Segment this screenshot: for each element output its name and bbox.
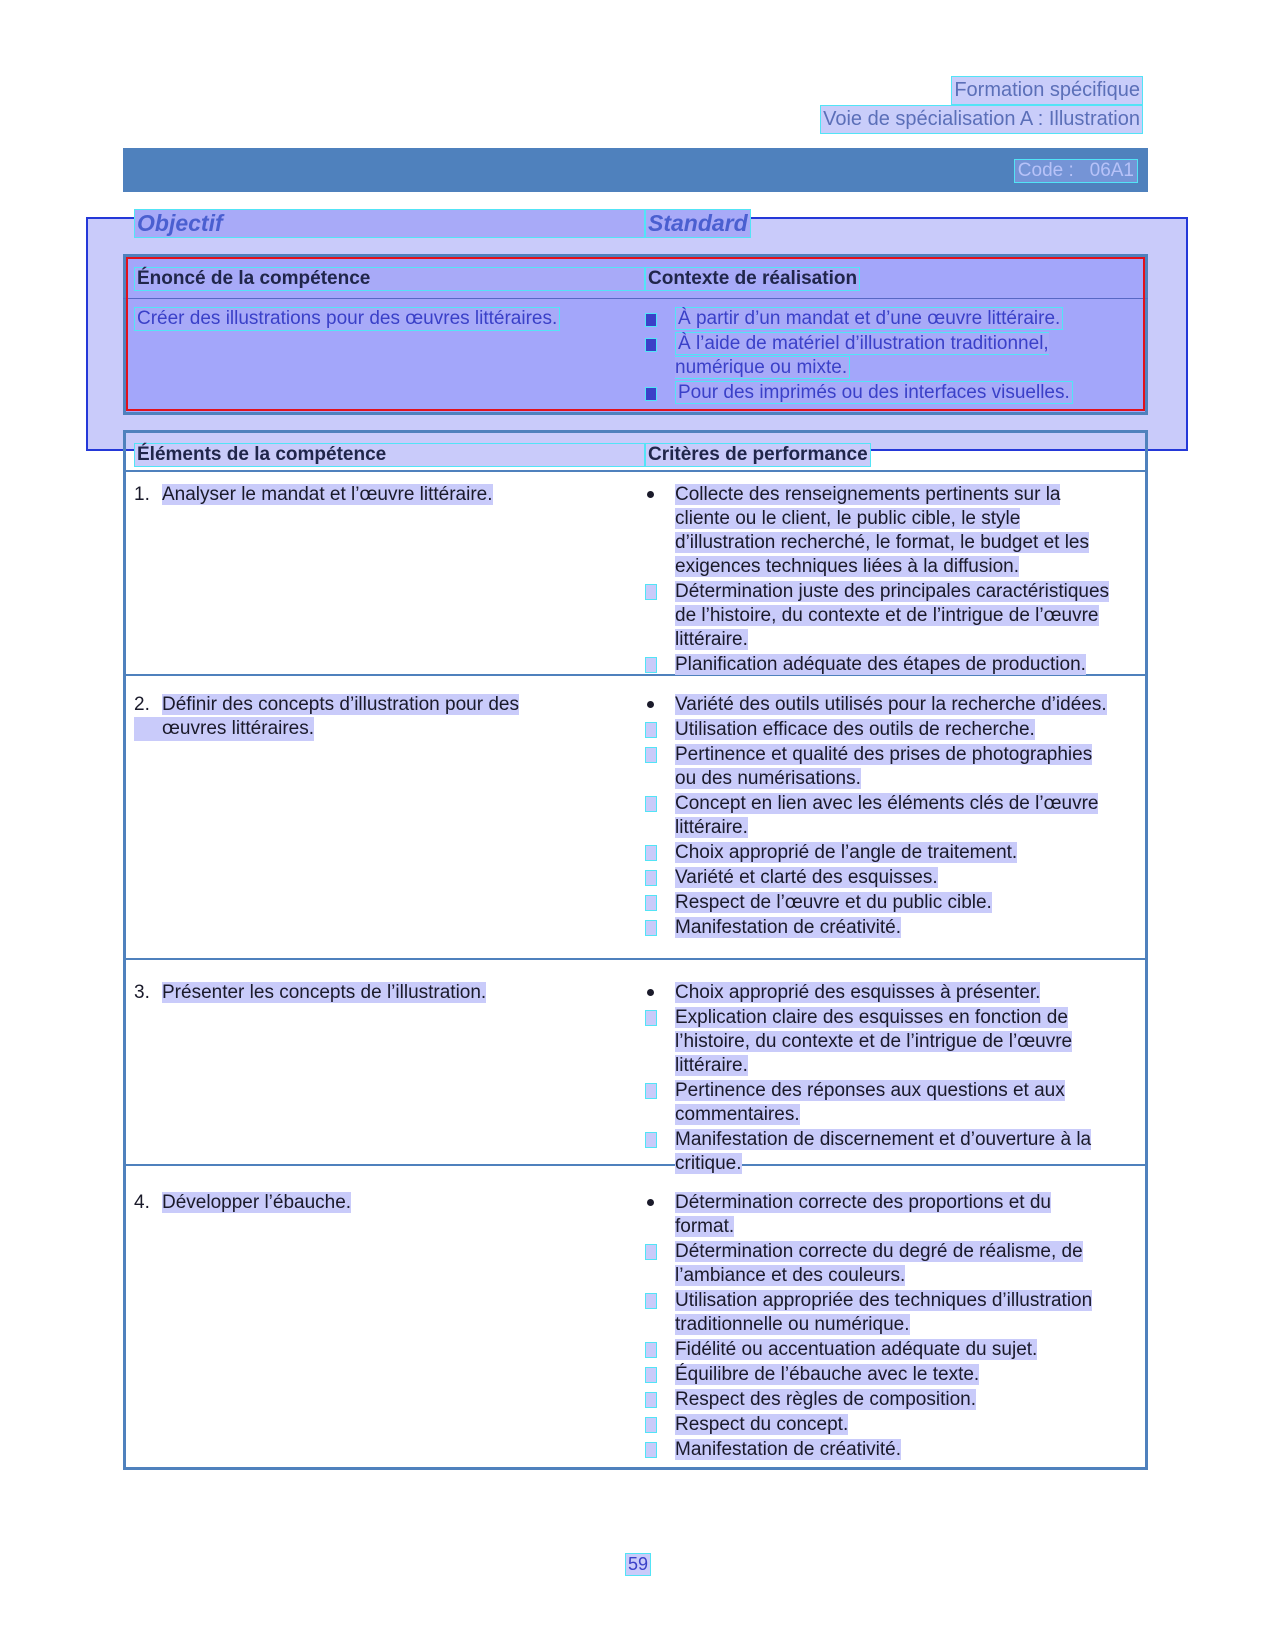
header-training-type: Formation spécifique bbox=[951, 76, 1143, 105]
list-item: Respect du concept. bbox=[645, 1413, 1115, 1437]
competency-code: Code : 06A1 bbox=[1014, 159, 1138, 183]
element-title: 3. Présenter les concepts de l’illustration. bbox=[134, 982, 487, 1003]
bullet-icon bbox=[645, 1342, 657, 1358]
list-item: Fidélité ou accentuation adéquate du sujet. bbox=[645, 1338, 1115, 1362]
bullet-icon bbox=[645, 1293, 657, 1309]
bullet-icon bbox=[645, 1083, 657, 1099]
bullet-icon bbox=[647, 1199, 654, 1206]
statement-column-heading: Énoncé de la compétence bbox=[134, 267, 645, 291]
code-bar bbox=[123, 148, 1148, 192]
header-specialization: Voie de spécialisation A : Illustration bbox=[820, 105, 1143, 134]
list-item: Utilisation efficace des outils de recherche. bbox=[645, 718, 1115, 742]
list-item: Explication claire des esquisses en fonction de l’histoire, du contexte et de l’intrigue de l’œuvre littéraire. bbox=[645, 1006, 1115, 1078]
bullet-icon bbox=[645, 796, 657, 812]
bullet-icon bbox=[645, 1442, 657, 1458]
list-item: Respect de l’œuvre et du public cible. bbox=[645, 891, 1115, 915]
objective-label: Objectif bbox=[134, 209, 645, 238]
list-item: Manifestation de créativité. bbox=[645, 916, 1115, 940]
criteria-list bbox=[645, 693, 1115, 941]
bullet-icon bbox=[645, 870, 657, 886]
bullet-icon bbox=[645, 747, 657, 763]
bullet-icon bbox=[645, 657, 657, 673]
list-item: Respect des règles de composition. bbox=[645, 1388, 1115, 1412]
criteria-list bbox=[645, 1191, 1115, 1463]
criteria-column-heading: Critères de performance bbox=[645, 443, 871, 467]
element-title: 4. Développer l’ébauche. bbox=[134, 1192, 352, 1213]
standard-label: Standard bbox=[645, 209, 751, 238]
competency-statement: Créer des illustrations pour des œuvres littéraires. bbox=[134, 307, 560, 331]
bullet-icon bbox=[645, 895, 657, 911]
element-title: 1. Analyser le mandat et l’œuvre littéraire. bbox=[134, 484, 493, 505]
criteria-list bbox=[645, 981, 1115, 1177]
bullet-icon bbox=[647, 491, 654, 498]
list-item: Pertinence et qualité des prises de photographies ou des numérisations. bbox=[645, 743, 1115, 791]
list-item: Choix approprié de l’angle de traitement. bbox=[645, 841, 1115, 865]
list-item: Variété et clarté des esquisses. bbox=[645, 866, 1115, 890]
list-item: Choix approprié des esquisses à présenter. bbox=[645, 981, 1115, 1005]
list-item: Collecte des renseignements pertinents sur la cliente ou le client, le public cible, le style d’illustration recherché, le format, le budget et les exigences techniques liées à la diffusion. bbox=[645, 483, 1115, 579]
bullet-icon bbox=[645, 1132, 657, 1148]
list-item: Manifestation de discernement et d’ouverture à la critique. bbox=[645, 1128, 1115, 1176]
bullet-icon bbox=[647, 701, 654, 708]
list-item: Concept en lien avec les éléments clés de l’œuvre littéraire. bbox=[645, 792, 1115, 840]
list-item: Équilibre de l’ébauche avec le texte. bbox=[645, 1363, 1115, 1387]
bullet-icon bbox=[645, 845, 657, 861]
bullet-icon bbox=[645, 1392, 657, 1408]
bullet-icon bbox=[645, 1417, 657, 1433]
list-item: Détermination juste des principales caractéristiques de l’histoire, du contexte et de l’intrigue de l’œuvre littéraire. bbox=[645, 580, 1115, 652]
bullet-icon bbox=[645, 920, 657, 936]
bullet-icon bbox=[645, 584, 657, 600]
bullet-icon bbox=[645, 1010, 657, 1026]
document-header bbox=[820, 76, 1143, 134]
list-item: Détermination correcte du degré de réalisme, de l’ambiance et des couleurs. bbox=[645, 1240, 1115, 1288]
list-item: Détermination correcte des proportions et du format. bbox=[645, 1191, 1115, 1239]
list-item: Pertinence des réponses aux questions et aux commentaires. bbox=[645, 1079, 1115, 1127]
list-item: Utilisation appropriée des techniques d’illustration traditionnelle ou numérique. bbox=[645, 1289, 1115, 1337]
criteria-list bbox=[645, 483, 1115, 678]
elements-column-heading: Éléments de la compétence bbox=[134, 443, 645, 467]
table-divider bbox=[126, 958, 1145, 960]
table-divider bbox=[126, 470, 1145, 472]
highlight-frame bbox=[126, 257, 1145, 411]
list-item: Planification adéquate des étapes de production. bbox=[645, 653, 1115, 677]
bullet-icon bbox=[645, 722, 657, 738]
bullet-icon bbox=[647, 989, 654, 996]
page-number: 59 bbox=[625, 1553, 651, 1576]
list-item: Manifestation de créativité. bbox=[645, 1438, 1115, 1462]
bullet-icon bbox=[645, 1367, 657, 1383]
list-item: Variété des outils utilisés pour la recherche d’idées. bbox=[645, 693, 1115, 717]
list-item: À partir d’un mandat et d’une œuvre littéraire. bbox=[645, 307, 1115, 331]
element-title: 2. Définir des concepts d’illustration pour des œuvres littéraires. bbox=[134, 694, 519, 739]
bullet-icon bbox=[645, 1244, 657, 1260]
list-item: Pour des imprimés ou des interfaces visuelles. bbox=[645, 381, 1115, 405]
list-item: À l’aide de matériel d’illustration traditionnel, numérique ou mixte. bbox=[645, 332, 1115, 380]
context-column-heading: Contexte de réalisation bbox=[645, 267, 860, 291]
